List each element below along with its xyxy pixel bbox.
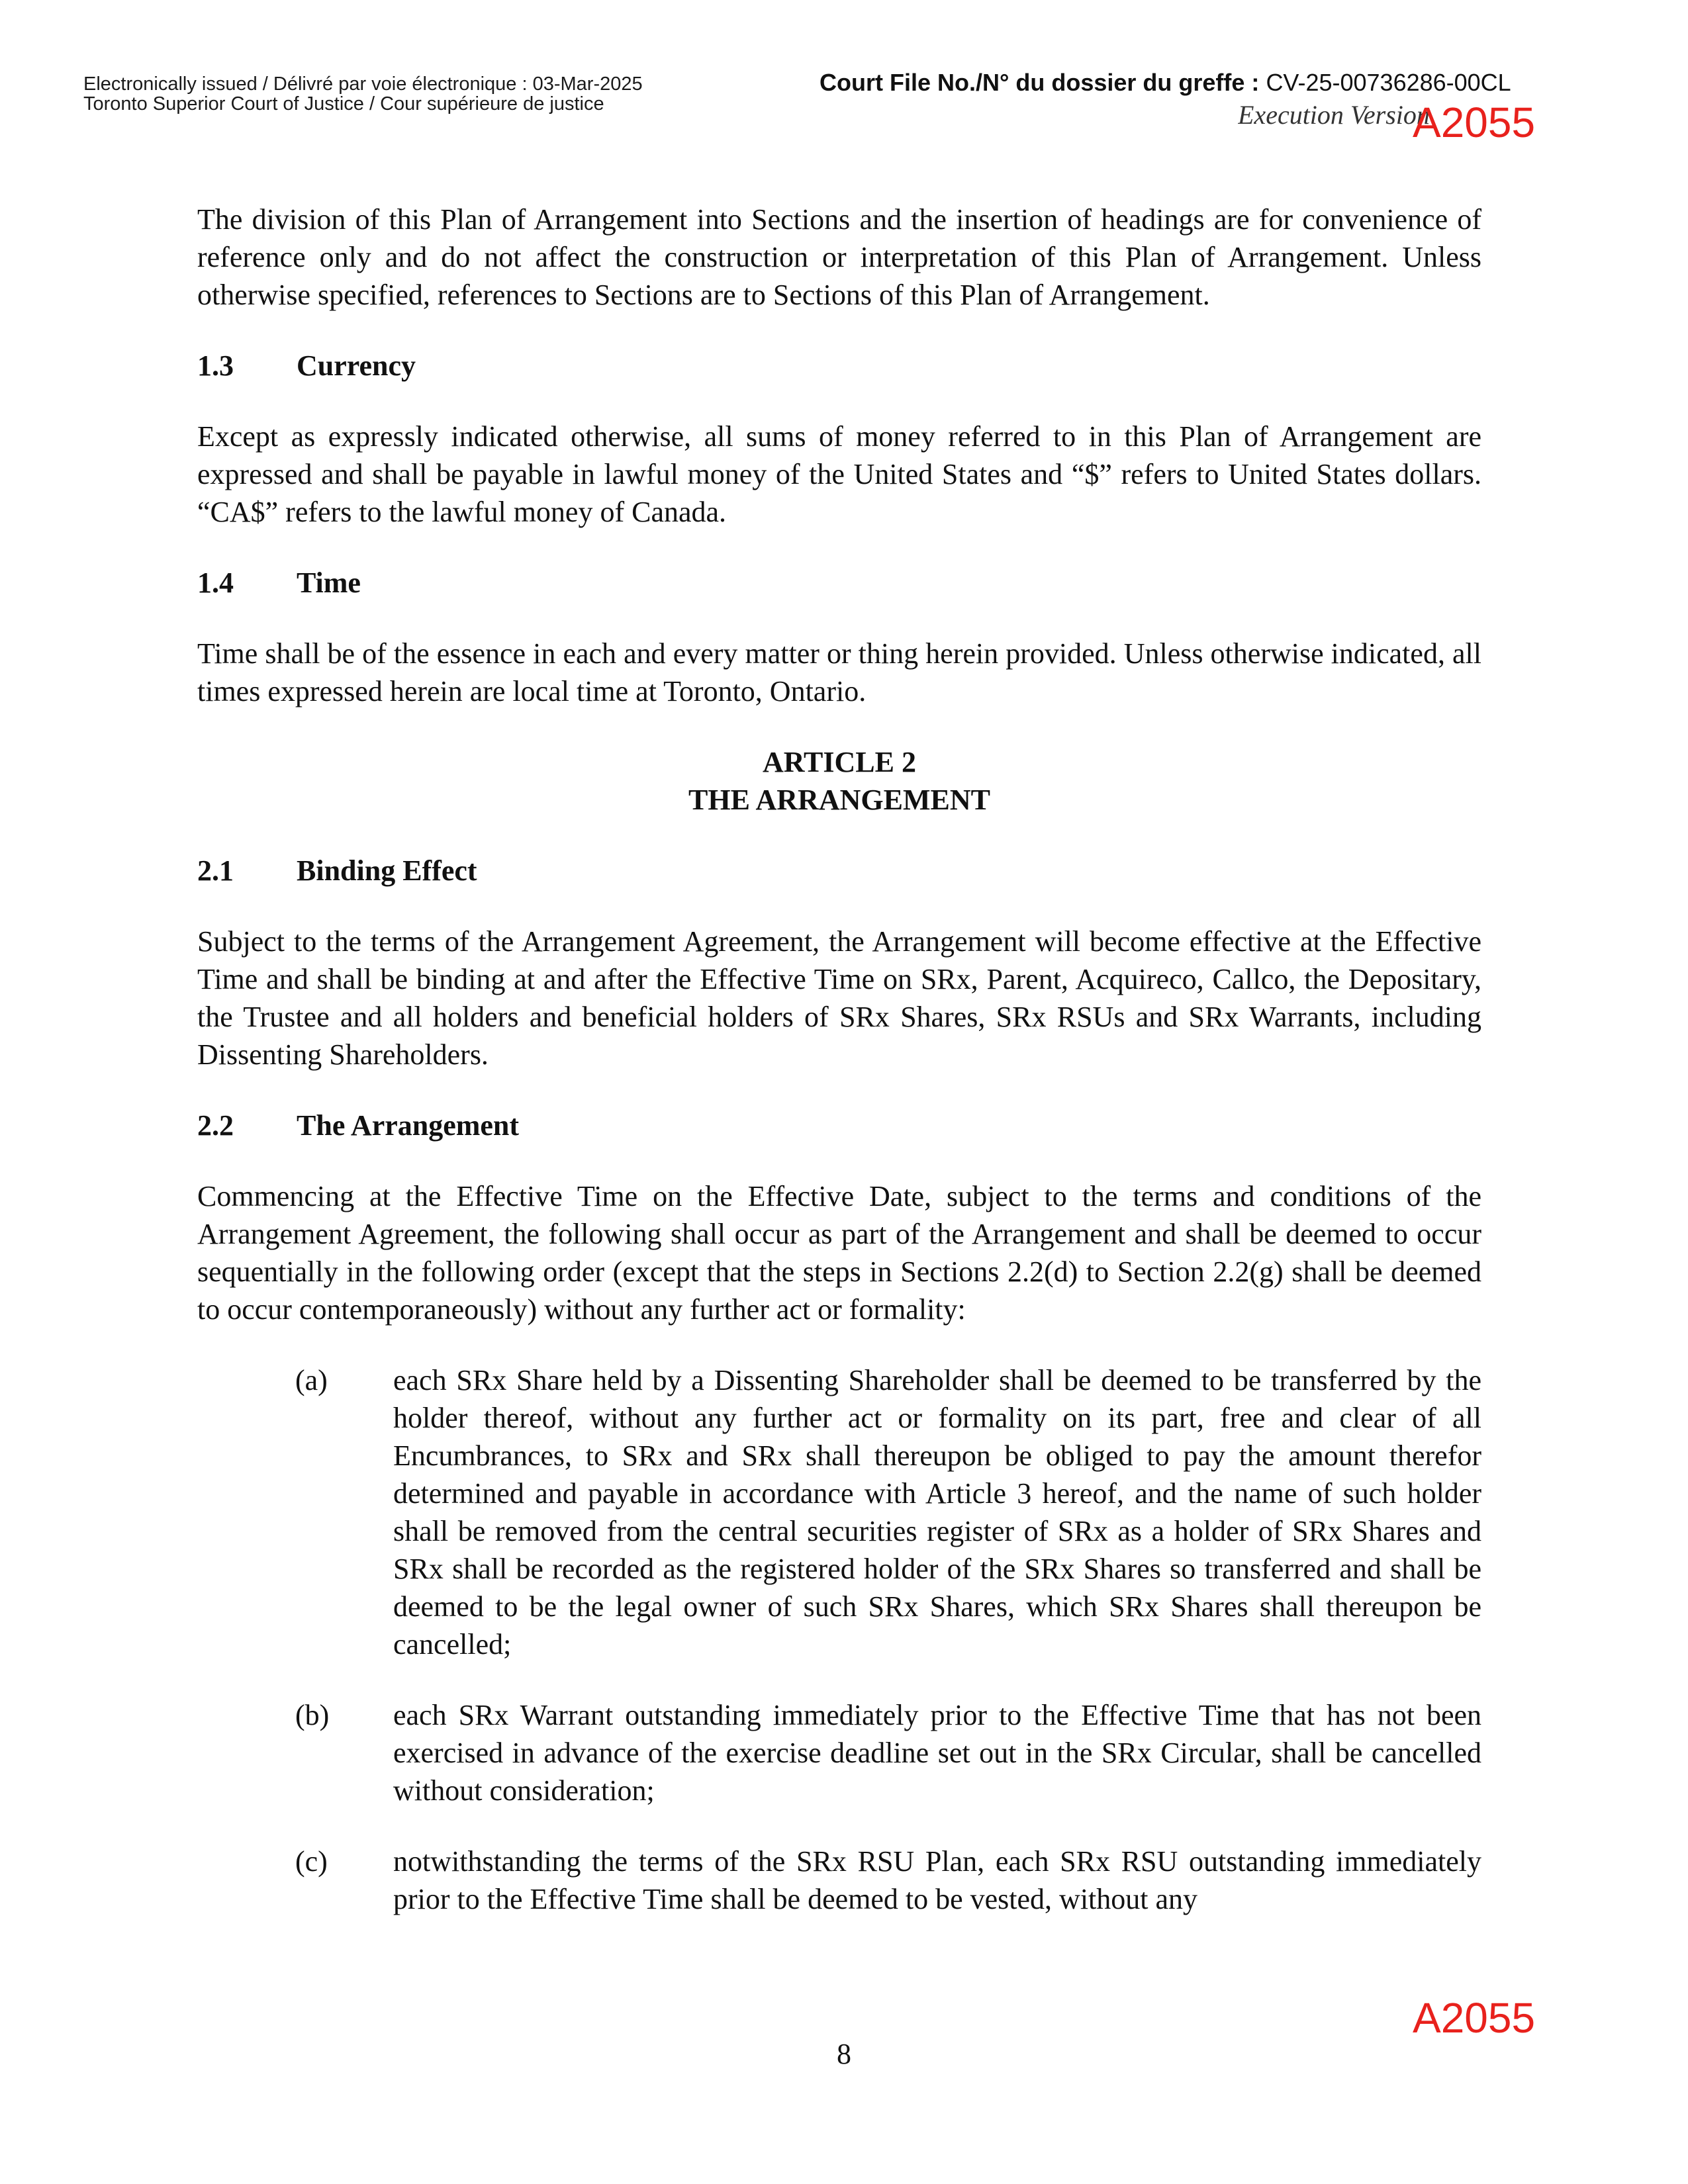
court-line: Toronto Superior Court of Justice / Cour supérieure de justice xyxy=(83,93,604,114)
section-2-1-text: Subject to the terms of the Arrangement Agreement, the Arrangement will become effective at the Effective Time and shall be binding at and after the Effective Time on SRx, Parent, Acquireco, Callco, the Depositary, the Trustee and all holders and beneficial holders of SRx Shares, SRx RSUs and SRx Warrants, including Dissenting Shareholders. xyxy=(197,925,1481,1071)
section-title: Binding Effect xyxy=(297,854,477,887)
list-item-label: (a) xyxy=(295,1364,328,1396)
list-item-text: each SRx Warrant outstanding immediately prior to the Effective Time that has not been exercised in advance of the exercise deadline set out in the SRx Circular, shall be cancelled without consideration; xyxy=(393,1699,1481,1807)
intro-paragraph: The division of this Plan of Arrangement into Sections and the insertion of headings are for convenience of reference only and do not affect the construction or interpretation of this Plan of Arrangement. Unless otherwise specified, references to Sections are to Sections of this Plan of Arrangement. xyxy=(197,203,1481,311)
court-file-label: Court File No./N° du dossier du greffe : xyxy=(820,69,1260,96)
section-heading-2-1 xyxy=(197,852,1481,889)
court-file-value: CV-25-00736286-00CL xyxy=(1266,69,1511,96)
list-item xyxy=(295,1361,1481,1663)
section-number: 1.3 xyxy=(197,349,234,382)
list-item-label: (b) xyxy=(295,1699,330,1731)
exhibit-stamp-top: A2055 xyxy=(1413,99,1536,146)
section-heading-1-3 xyxy=(197,347,1481,385)
list-item xyxy=(295,1843,1481,1918)
section-title: Time xyxy=(297,567,361,599)
execution-version-label: Execution Version xyxy=(1238,100,1430,128)
section-heading-1-4 xyxy=(197,564,1481,602)
section-number: 1.4 xyxy=(197,567,234,599)
list-item xyxy=(295,1696,1481,1809)
list-item-text: notwithstanding the terms of the SRx RSU Plan, each SRx RSU outstanding immediately prior to the Effective Time shall be deemed to be vested, without any xyxy=(393,1845,1481,1915)
article-heading xyxy=(197,743,1481,819)
court-file-number xyxy=(820,69,1511,97)
list-item-text: each SRx Share held by a Dissenting Shareholder shall be deemed to be transferred by the holder thereof, without any further act or formality on its part, free and clear of all Encumbrances, to SRx and SRx shall thereupon be obliged to pay the amount therefor determined and payable in accordance with Article 3 hereof, and the name of such holder shall be removed from the central securities register of SRx as a holder of SRx Shares and SRx shall be recorded as the registered holder of the SRx Shares so transferred and shall be deemed to be the legal owner of such SRx Shares, which SRx Shares shall thereupon be cancelled; xyxy=(393,1364,1481,1661)
section-number: 2.1 xyxy=(197,854,234,887)
section-2-2-text: Commencing at the Effective Time on the Effective Date, subject to the terms and conditions of the Arrangement Agreement, the following shall occur as part of the Arrangement and shall be deemed to occur sequentially in the following order (except that the steps in Sections 2.2(d) to Section 2.2(g) shall be deemed to occur contemporaneously) without any further act or formality: xyxy=(197,1180,1481,1326)
section-heading-2-2 xyxy=(197,1107,1481,1144)
section-title: The Arrangement xyxy=(297,1109,520,1142)
e-filing-stamp xyxy=(83,74,643,114)
list-item-label: (c) xyxy=(295,1845,328,1878)
section-1-3-text: Except as expressly indicated otherwise, all sums of money referred to in this Plan of Arrangement are expressed and shall be payable in lawful money of the United States and “$” refers to United States dollars. “CA$” refers to the lawful money of Canada. xyxy=(197,420,1481,528)
section-number: 2.2 xyxy=(197,1109,234,1142)
article-title: THE ARRANGEMENT xyxy=(688,784,990,816)
issued-line: Electronically issued / Délivré par voie électronique : 03-Mar-2025 xyxy=(83,73,643,95)
section-title: Currency xyxy=(297,349,416,382)
article-number: ARTICLE 2 xyxy=(763,746,916,778)
exhibit-stamp-bottom: A2055 xyxy=(1413,1994,1536,2042)
page-number: 8 xyxy=(837,2038,851,2070)
section-1-4-text: Time shall be of the essence in each and every matter or thing herein provided. Unless otherwise indicated, all times expressed herein are local time at Toronto, Ontario. xyxy=(197,637,1481,707)
document-body xyxy=(197,201,1481,1951)
